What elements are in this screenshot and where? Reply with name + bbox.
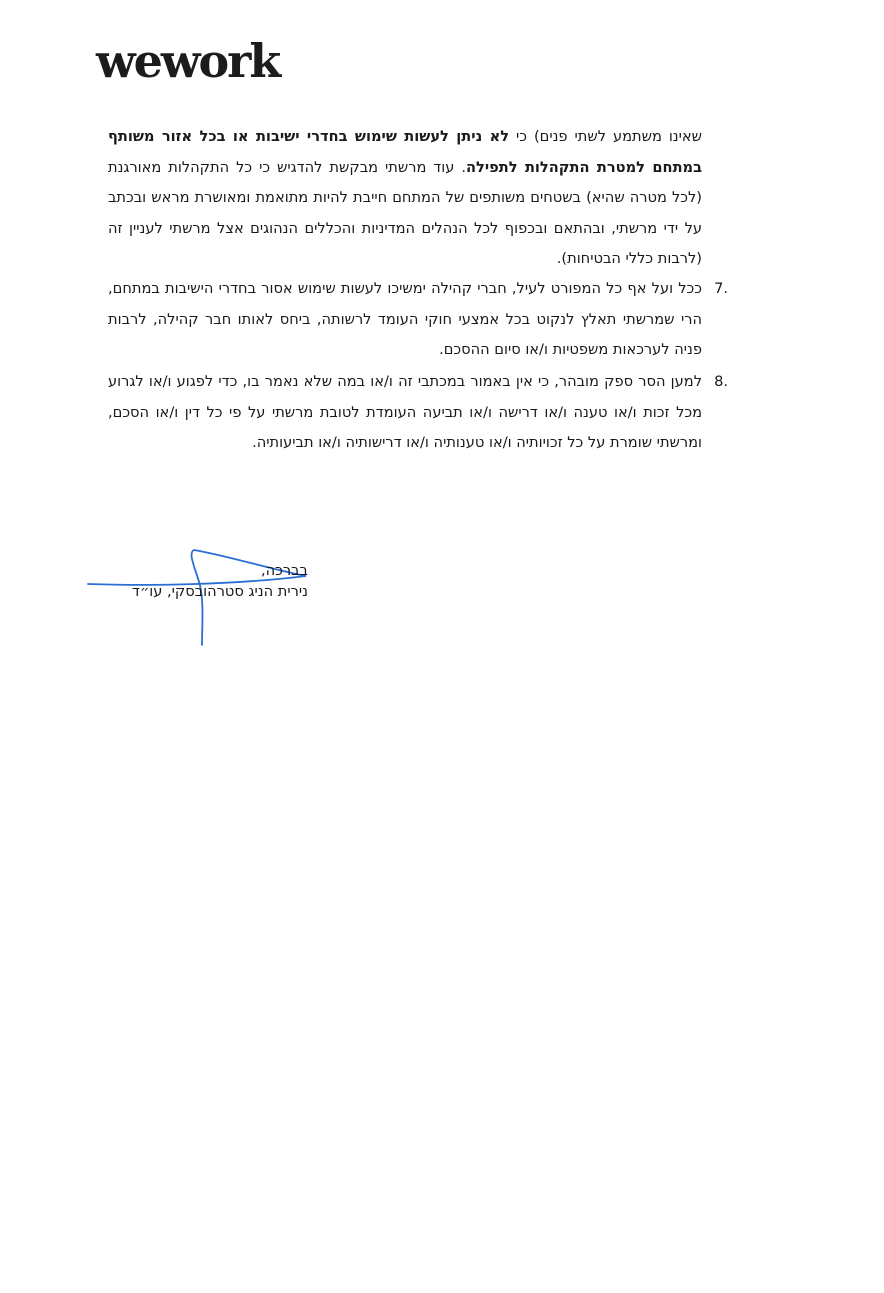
signatory-name: נירית הניג סטרהובסקי, עו״ד [131,583,308,600]
intro-text-start: שאינו משתמע לשתי פנים) כי [509,128,702,145]
clause-number: 7. [714,280,728,297]
clause-8 [108,367,728,459]
clause-7 [108,274,728,366]
intro-text-end: . עוד מרשתי מבקשת להדגיש כי כל התקהלות מאורגנת (לכל מטרה שהיא) בשטחים משותפים של המתחם חייבת להיות מתואמת ומאושרת מראש ובכתב על ידי מרשתי, ובהתאם ובכפוף לכל הנהלים המדיניות והכללים הנהוגים אצל מרשתי לעניין זה (לרבות כללי הבטיחות). [108,158,702,267]
intro-bold-text: לא ניתן לעשות שימוש בחדרי ישיבות או בכל אזור משותף במתחם למטרת התקהלות לתפילה [108,128,703,176]
signature-block [88,560,308,602]
clause-text: ככל ועל אף כל המפורט לעיל, חברי קהילה ימשיכו לעשות שימוש אסור בחדרי הישיבות במתחם, הרי שמרשתי תאלץ לנקוט בכל אמצעי חוקי העומד לרשותה, ביחס לאותו חבר קהילה, לרבות פניה לערכאות משפטיות ו/או סיום ההסכם. [108,280,702,358]
intro-paragraph [108,122,702,275]
clause-text: למען הסר ספק מובהר, כי אין באמור במכתבי זה ו/או במה שלא נאמר בו, כדי לפגוע ו/או לגרוע מכל זכות ו/או טענה ו/או דרישה ו/או תביעה העומדת לטובת מרשתי על פי כל דין ו/או הסכם, ומרשתי שומרת על כל זכויותיה ו/או טענותיה ו/או דרישותיה ו/או תביעותיה. [108,373,702,451]
closing-salutation: בברכה, [260,562,308,579]
clause-number: 8. [714,373,728,390]
wework-logo: wework [96,34,280,88]
